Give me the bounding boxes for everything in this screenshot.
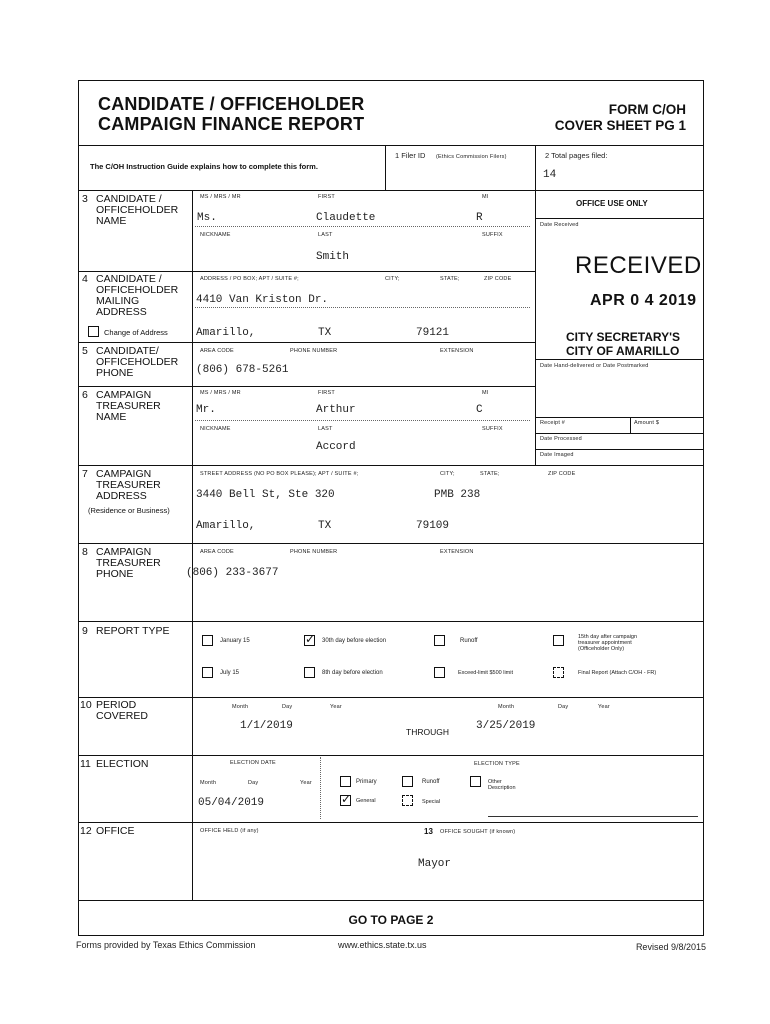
tec-url[interactable]: www.ethics.state.tx.us xyxy=(338,940,427,950)
report-exceed-limit-checkbox[interactable] xyxy=(434,667,445,678)
sec5-label-3: PHONE xyxy=(96,367,134,379)
report-15th-day-label-2: treasurer appointment xyxy=(578,640,632,646)
report-january-label: January 15 xyxy=(220,638,250,644)
sec3-number: 3 xyxy=(82,193,88,205)
report-8th-day-label: 8th day before election xyxy=(322,670,383,676)
form-title-line1: CANDIDATE / OFFICEHOLDER xyxy=(98,94,365,114)
field-label-city: CITY; xyxy=(385,276,400,282)
sec6-number: 6 xyxy=(82,389,88,401)
election-special-checkbox[interactable] xyxy=(402,795,413,806)
sec3-label-1: CANDIDATE / xyxy=(96,193,162,205)
field-label-month: Month xyxy=(200,780,217,786)
divider xyxy=(78,465,704,466)
field-rule xyxy=(195,307,530,308)
sec6-label-1: CAMPAIGN xyxy=(96,389,152,401)
field-label-area-code: AREA CODE xyxy=(200,549,234,555)
divider xyxy=(78,386,535,387)
treasurer-state[interactable]: TX xyxy=(318,520,332,532)
election-special-label: Special xyxy=(422,799,441,805)
field-label-election-type: ELECTION TYPE xyxy=(474,761,520,767)
divider xyxy=(535,417,704,418)
field-label-mi: MI xyxy=(482,194,489,200)
received-stamp: RECEIVED xyxy=(575,252,702,279)
form-title-line2: CAMPAIGN FINANCE REPORT xyxy=(98,114,365,134)
field-label-year-to: Year xyxy=(598,704,610,710)
total-pages-label: 2 Total pages filed: xyxy=(545,151,608,160)
sec10-label-1: PERIOD xyxy=(96,699,137,711)
sec7-label-1: CAMPAIGN xyxy=(96,468,152,480)
field-label-first: FIRST xyxy=(318,390,335,396)
treasurer-phone[interactable]: (806) 233-3677 xyxy=(186,567,279,579)
report-runoff-checkbox[interactable] xyxy=(434,635,445,646)
field-rule xyxy=(195,420,530,421)
field-label-area-code: AREA CODE xyxy=(200,348,234,354)
candidate-phone[interactable]: (806) 678-5261 xyxy=(196,364,289,376)
field-label-extension: EXTENSION xyxy=(440,549,474,555)
field-label-city: CITY; xyxy=(440,471,455,477)
divider xyxy=(385,145,386,190)
hand-delivered-label: Date Hand-delivered or Date Postmarked xyxy=(540,363,649,369)
field-label-state: STATE; xyxy=(440,276,460,282)
sec12-label: OFFICE xyxy=(96,825,135,837)
sec4-label-2: OFFICEHOLDER xyxy=(96,284,179,296)
field-label-month: Month xyxy=(232,704,249,710)
field-label-year: Year xyxy=(300,780,312,786)
period-to[interactable]: 3/25/2019 xyxy=(476,720,536,732)
divider xyxy=(78,621,704,622)
sec9-number: 9 xyxy=(82,625,88,637)
form-page-label: COVER SHEET PG 1 xyxy=(554,118,686,133)
sec8-label-3: PHONE xyxy=(96,568,134,580)
candidate-city[interactable]: Amarillo, xyxy=(196,327,256,339)
field-label-extension: EXTENSION xyxy=(440,348,474,354)
report-8th-day-checkbox[interactable] xyxy=(304,667,315,678)
sec8-label-2: TREASURER xyxy=(96,557,161,569)
divider xyxy=(630,417,631,433)
field-label-last: LAST xyxy=(318,232,333,238)
divider xyxy=(535,190,536,465)
date-processed-label: Date Processed xyxy=(540,436,582,442)
sec4-number: 4 xyxy=(82,273,88,285)
field-label-zip: ZIP CODE xyxy=(484,276,512,282)
treasurer-city[interactable]: Amarillo, xyxy=(196,520,256,532)
election-runoff-checkbox[interactable] xyxy=(402,776,413,787)
divider xyxy=(192,190,193,900)
sec4-label-1: CANDIDATE / xyxy=(96,273,162,285)
sec7-label-3: ADDRESS xyxy=(96,490,147,502)
treasurer-address[interactable]: 3440 Bell St, Ste 320 xyxy=(196,489,335,501)
report-runoff-label: Runoff xyxy=(460,638,478,644)
divider xyxy=(535,218,704,219)
filer-id-sublabel: (Ethics Commission Filers) xyxy=(436,154,507,160)
divider xyxy=(78,190,704,191)
treasurer-mi[interactable]: C xyxy=(476,404,483,416)
field-label-nickname: NICKNAME xyxy=(200,232,231,238)
candidate-first-name[interactable]: Claudette xyxy=(316,212,376,224)
field-label-last: LAST xyxy=(318,426,333,432)
period-from[interactable]: 1/1/2019 xyxy=(240,720,293,732)
sec3-label-2: OFFICEHOLDER xyxy=(96,204,179,216)
field-rule xyxy=(488,816,698,817)
field-label-first: FIRST xyxy=(318,194,335,200)
divider xyxy=(78,822,704,823)
sec4-label-4: ADDRESS xyxy=(96,306,147,318)
sec5-number: 5 xyxy=(82,345,88,357)
field-label-day: Day xyxy=(248,780,259,786)
divider xyxy=(78,697,704,698)
divider xyxy=(78,271,535,272)
field-label-address: ADDRESS / PO BOX; APT / SUITE #; xyxy=(200,276,299,282)
election-primary-checkbox[interactable] xyxy=(340,776,351,787)
divider xyxy=(535,433,704,434)
date-received-label: Date Received xyxy=(540,222,579,228)
election-primary-label: Primary xyxy=(356,779,377,785)
election-general-checkbox[interactable]: ✓ xyxy=(341,792,352,806)
office-sought[interactable]: Mayor xyxy=(418,858,452,870)
report-january-checkbox[interactable] xyxy=(202,635,213,646)
candidate-state[interactable]: TX xyxy=(318,327,332,339)
field-label-day-to: Day xyxy=(558,704,569,710)
treasurer-first-name[interactable]: Arthur xyxy=(316,404,356,416)
field-label-mi: MI xyxy=(482,390,489,396)
sec6-label-2: TREASURER xyxy=(96,400,161,412)
total-pages-value[interactable]: 14 xyxy=(543,169,557,181)
field-label-year: Year xyxy=(330,704,342,710)
office-use-title: OFFICE USE ONLY xyxy=(576,199,648,208)
sec10-number: 10 xyxy=(80,699,92,711)
sec11-label: ELECTION xyxy=(96,758,149,770)
candidate-mi[interactable]: R xyxy=(476,212,483,224)
candidate-zip[interactable]: 79121 xyxy=(416,327,450,339)
election-description-label: Description xyxy=(488,785,516,791)
report-final-label: Final Report (Attach C/OH - FR) xyxy=(578,670,657,676)
treasurer-pmb[interactable]: PMB 238 xyxy=(434,489,481,501)
field-label-title: MS / MRS / MR xyxy=(200,390,241,396)
sec3-label-3: NAME xyxy=(96,215,127,227)
candidate-title[interactable]: Ms. xyxy=(197,212,217,224)
form-code: FORM C/OH xyxy=(608,102,686,117)
sec6-label-3: NAME xyxy=(96,411,127,423)
stamp-city-secretary: CITY SECRETARY'S xyxy=(566,330,680,344)
sec9-label: REPORT TYPE xyxy=(96,625,170,637)
divider xyxy=(78,900,704,901)
sec8-number: 8 xyxy=(82,546,88,558)
sec5-label-2: OFFICEHOLDER xyxy=(96,356,179,368)
provided-by: Forms provided by Texas Ethics Commission xyxy=(76,940,256,950)
election-other-label: Other xyxy=(488,779,502,785)
field-label-address: STREET ADDRESS (NO PO BOX PLEASE); APT / SUITE #; xyxy=(200,471,359,477)
field-label-state: STATE; xyxy=(480,471,500,477)
revised-date: Revised 9/8/2015 xyxy=(635,942,706,952)
candidate-address[interactable]: 4410 Van Kriston Dr. xyxy=(196,294,329,306)
field-label-title: MS / MRS / MR xyxy=(200,194,241,200)
amount-label: Amount $ xyxy=(634,420,660,426)
election-runoff-label: Runoff xyxy=(422,779,440,785)
field-label-office-sought: OFFICE SOUGHT (if known) xyxy=(440,829,516,835)
divider xyxy=(78,543,704,544)
treasurer-title[interactable]: Mr. xyxy=(196,404,216,416)
divider xyxy=(78,755,704,756)
sec7-number: 7 xyxy=(82,468,88,480)
sec7-label-2: TREASURER xyxy=(96,479,161,491)
treasurer-zip[interactable]: 79109 xyxy=(416,520,450,532)
election-other-checkbox[interactable] xyxy=(470,776,481,787)
election-general-label: General xyxy=(356,798,376,804)
sec13-number: 13 xyxy=(424,827,433,836)
change-of-address-checkbox[interactable] xyxy=(88,326,99,337)
divider xyxy=(535,145,536,190)
divider xyxy=(320,757,321,819)
report-30th-day-checkbox[interactable]: ✓ xyxy=(305,632,316,646)
go-to-page-2: GO TO PAGE 2 xyxy=(348,913,434,927)
guide-text: The C/OH Instruction Guide explains how to complete this form. xyxy=(90,162,318,171)
sec11-number: 11 xyxy=(80,758,91,770)
report-15th-day-label-3: (Officeholder Only) xyxy=(578,646,625,652)
sec10-label-2: COVERED xyxy=(96,710,148,722)
divider xyxy=(535,359,704,360)
report-july-checkbox[interactable] xyxy=(202,667,213,678)
report-july-label: July 15 xyxy=(220,670,240,676)
field-label-month-to: Month xyxy=(498,704,515,710)
field-label-zip: ZIP CODE xyxy=(548,471,576,477)
divider xyxy=(78,342,535,343)
election-date[interactable]: 05/04/2019 xyxy=(198,797,265,809)
field-label-day: Day xyxy=(282,704,293,710)
field-label-nickname: NICKNAME xyxy=(200,426,231,432)
received-stamp-date: APR 0 4 2019 xyxy=(590,292,697,309)
field-label-phone: PHONE NUMBER xyxy=(290,348,338,354)
field-label-election-date: ELECTION DATE xyxy=(230,760,276,766)
candidate-last-name[interactable]: Smith xyxy=(316,251,350,263)
report-15th-day-label: 15th day after campaign xyxy=(578,634,638,640)
divider xyxy=(535,449,704,450)
report-15th-day-checkbox[interactable] xyxy=(553,635,564,646)
date-imaged-label: Date Imaged xyxy=(540,452,574,458)
report-30th-day-label: 30th day before election xyxy=(322,638,387,644)
field-label-phone: PHONE NUMBER xyxy=(290,549,338,555)
receipt-label: Receipt # xyxy=(540,420,566,426)
field-label-suffix: SUFFIX xyxy=(482,232,503,238)
report-final-checkbox[interactable] xyxy=(553,667,564,678)
field-label-office-held: OFFICE HELD (if any) xyxy=(200,828,259,834)
change-of-address-label: Change of Address xyxy=(104,328,168,337)
field-rule xyxy=(195,226,530,227)
divider xyxy=(78,145,704,146)
sec8-label-1: CAMPAIGN xyxy=(96,546,152,558)
treasurer-last-name[interactable]: Accord xyxy=(316,441,356,453)
sec4-label-3: MAILING xyxy=(96,295,140,307)
filer-id-label: 1 Filer ID xyxy=(395,151,426,160)
report-exceed-limit-label: Exceed-limit $500 limit xyxy=(458,670,514,676)
stamp-city-name: CITY OF AMARILLO xyxy=(566,344,680,358)
field-label-suffix: SUFFIX xyxy=(482,426,503,432)
sec7-sublabel: (Residence or Business) xyxy=(88,506,170,515)
sec12-number: 12 xyxy=(80,825,92,837)
sec5-label-1: CANDIDATE/ xyxy=(96,345,159,357)
through-label: THROUGH xyxy=(406,727,449,737)
